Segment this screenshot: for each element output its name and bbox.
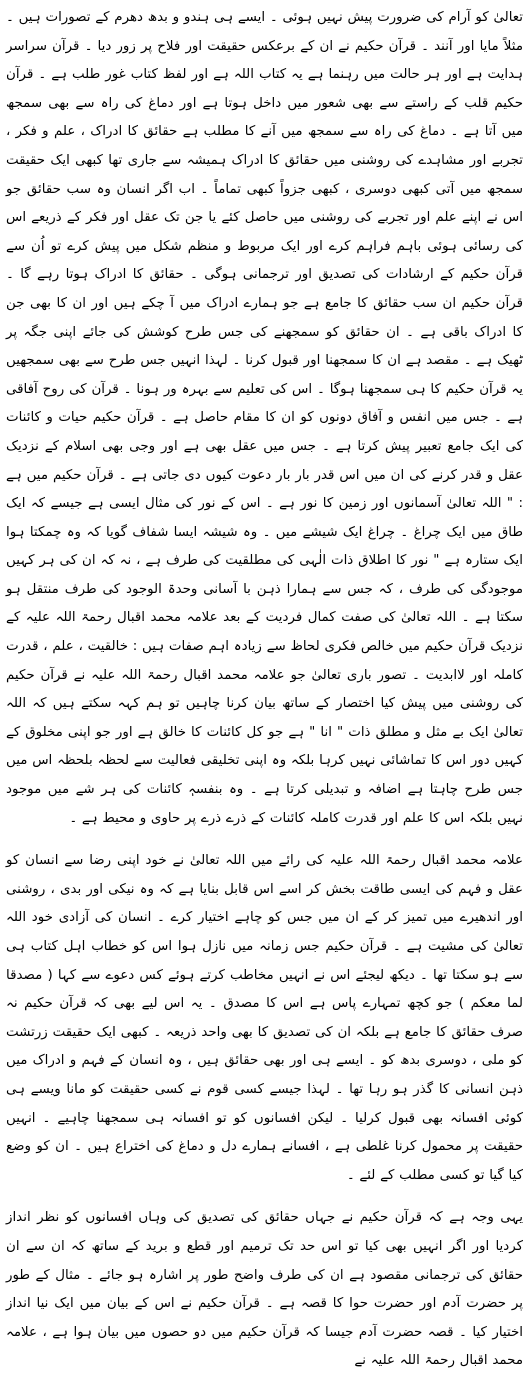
body-paragraph-1: تعالیٰ کو آرام کی ضرورت پیش نہیں ہوئی ۔ ایسے ہی ہندو و بدھ دھرم کے تصورات ہیں ۔ مثلاً مایا اور آنند ۔ قرآن حکیم نے ان کے برعکس حقیقت اور فلاح پر زور دیا ۔ قرآن سراسر ہدایت ہے اور ہر حالت میں رہنما ہے یہ کتاب اللہ ہے اور لفظ کتاب غور طلب ہے ۔ قرآن حکیم قلب کے راستے سے بھی شعور میں داخل ہوتا ہے اور دماغ کی راہ سے بھی سمجھ میں آتا ہے ۔ دماغ کی راہ سے سمجھ میں آنے کا مطلب ہے حقائق کا ادراک ، علم و فکر ، تجربے اور مشاہدے کی روشنی میں حقائق کا ادراک ہمیشہ سے جاری تھا کبھی ایک حقیقت سمجھ میں آتی کبھی دوسری ، کبھی جزواً کبھی تماماً ۔ اب اگر انسان وہ سب حقائق جو اس نے اپنے علم اور تجربے کی روشنی میں حاصل کئے یا جن تک عقل اور فکر کے ذریعے اس کی رسائی ہوئی باہم فراہم کرے اور ایک مربوط و منظم شکل میں پیش کرے تو اُن سے قرآن حکیم کے ارشادات کی تصدیق اور ترجمانی ہوگی ۔ حقائق کا ادراک ہوتا رہے گا ۔ قرآن حکیم ان سب حقائق کا جامع ہے جو ہمارے ادراک میں آ چکے ہیں اور ان کا بھی جن کا ادراک باقی ہے ۔ ان حقائق کو سمجھنے کی جس طرح کوشش کی جائے اپنی جگہ پر ٹھیک ہے ۔ مقصد ہے ان کا سمجھنا اور قبول کرنا ۔ لہذا انہیں جس طرح سے بھی سمجھیں یہ قرآن حکیم کا ہی سمجھنا ہوگا ۔ اس کی تعلیم سے بہرہ ور ہونا ۔ قرآن کی روح آفاقی ہے ۔ جس میں انفس و آفاق دونوں کو ان کا مقام حاصل ہے ۔ قرآن حکیم حیات و کائنات کی ایک جامع تعبیر پیش کرتا ہے ۔ جس میں عقل بھی ہے اور وجی بھی اسلام کے نزدیک عقل و قدر کرنے کی ان میں اس قدر بار بار دعوت کیوں دی جاتی ہے ۔ قرآن حکیم میں ہے : " اللہ تعالیٰ آسمانوں اور زمین کا نور ہے ۔ اس کے نور کی مثال ایسی ہے جیسے کہ ایک طاق میں ایک چراغ ۔ چراغ ایک شیشے میں ۔ وہ شیشہ ایسا شفاف گویا کہ وہ چمکتا ہوا ایک ستارہ ہے " نور کا اطلاق ذات الٰہی کی مطلقیت کی طرف ہے ، نہ کہ ان کی ہر کہیں موجودگی کی طرف ، کہ جس سے ہمارا ذہن با آسانی وحدۃ الوجود کی طرف منتقل ہو سکتا ہے ۔ اللہ تعالیٰ کی صفت کمال فردیت کے بعد علامہ محمد اقبال رحمۃ اللہ علیہ کے نزدیک قرآن حکیم میں خالص فکری لحاظ سے زیادہ اہم صفات ہیں : خالقیت ، علم ، قدرت کاملہ اور لاابدیت ۔ تصور باری تعالیٰ جو علامہ محمد اقبال رحمۃ اللہ علیہ نے قرآن حکیم کی روشنی میں پیش کیا اختصار کے ساتھ بیان کرنا چاہیں تو ہم کہہ سکتے ہیں کہ اللہ تعالیٰ ایک بے مثل و مطلق ذات " انا " ہے جو کل کائنات کا خالق ہے اور جو اپنی مخلوق کے کہیں دور اس کا تماشائی نہیں کرہا بلکہ وہ اپنی تخلیقی فعالیت سے لحظہ بلحظہ اس میں جس طرح چاہتا ہے اضافہ و تبدیلی کرتا ہے ۔ وہ بنفسہٖ کائنات کی ہر شے میں موجود نہیں بلکہ اس کا علم اور قدرت کاملہ کائنات کے ذرے ذرے پر حاوی و محیط ہے ۔	[6, 10, 523, 826]
body-paragraph-2: علامہ محمد اقبال رحمۃ اللہ علیہ کی رائے میں اللہ تعالیٰ نے خود اپنی رضا سے انسان کو عقل و فہم کی ایسی طاقت بخش کر اسے اس قابل بنایا ہے کہ وہ نیکی اور بدی ، روشنی اور اندھیرے میں تمیز کر کے ان میں جس کو چاہے اختیار کرے ۔ انسان کی آزادی خود اللہ تعالیٰ کی مشیت ہے ۔ قرآن حکیم جس زمانہ میں نازل ہوا اس کو خطاب اہل کتاب ہی سے ہو سکتا تھا ۔ دیکھ لیجئے اس نے انہیں مخاطب کرتے ہوئے کس دعوے سے کہا ( مصدقا لما معکم ) جو کچھ تمہارے پاس ہے اس کا مصدق ۔ یہ اس لیے بھی کہ قرآن حکیم نہ صرف حقائق کا جامع ہے بلکہ ان کی تصدیق کا بھی واحد ذریعہ ۔ کبھی ایک حقیقت زرتشت کو ملی ، دوسری بدھ کو ۔ ایسے ہی اور بھی حقائق ہیں ، وہ انسان کے فہم و ادراک میں ذہن انسانی کا گذر ہو رہا تھا ۔ لہذا جیسے کسی قوم نے کسی حقیقت کو مانا ویسے ہی کوئی افسانہ بھی قبول کرلیا ۔ لیکن افسانوں کو تو افسانہ ہی سمجھنا چاہیے ۔ انہیں حقیقت پر محمول کرنا غلطی ہے ، افسانے ہمارے دل و دماغ کی اختراع ہیں ۔ ان کو وضع کیا گیا تو کسی مطلب کے لئے ۔	[6, 853, 523, 1183]
body-paragraph-3: یہی وجہ ہے کہ قرآن حکیم نے جہاں حقائق کی تصدیق کی وہاں افسانوں کو نظر انداز کردیا اور اگر انہیں بھی کیا تو اس حد تک ترمیم اور قطع و برید کے ساتھ کہ ان سے ان حقائق کی ترجمانی مقصود ہے ان کی طرف واضح طور پر اشارہ ہو جائے ۔ مثال کے طور پر حضرت آدم اور حضرت حوا کا قصہ ہے ۔ قرآن حکیم نے اس کے بیان میں ایک نیا انداز اختیار کیا ۔ قصہ حضرت آدم جیسا کہ قرآن حکیم میں دو حصوں میں بیان ہوا ہے ، علامہ محمد اقبال رحمۃ اللہ علیہ نے	[6, 1210, 523, 1369]
